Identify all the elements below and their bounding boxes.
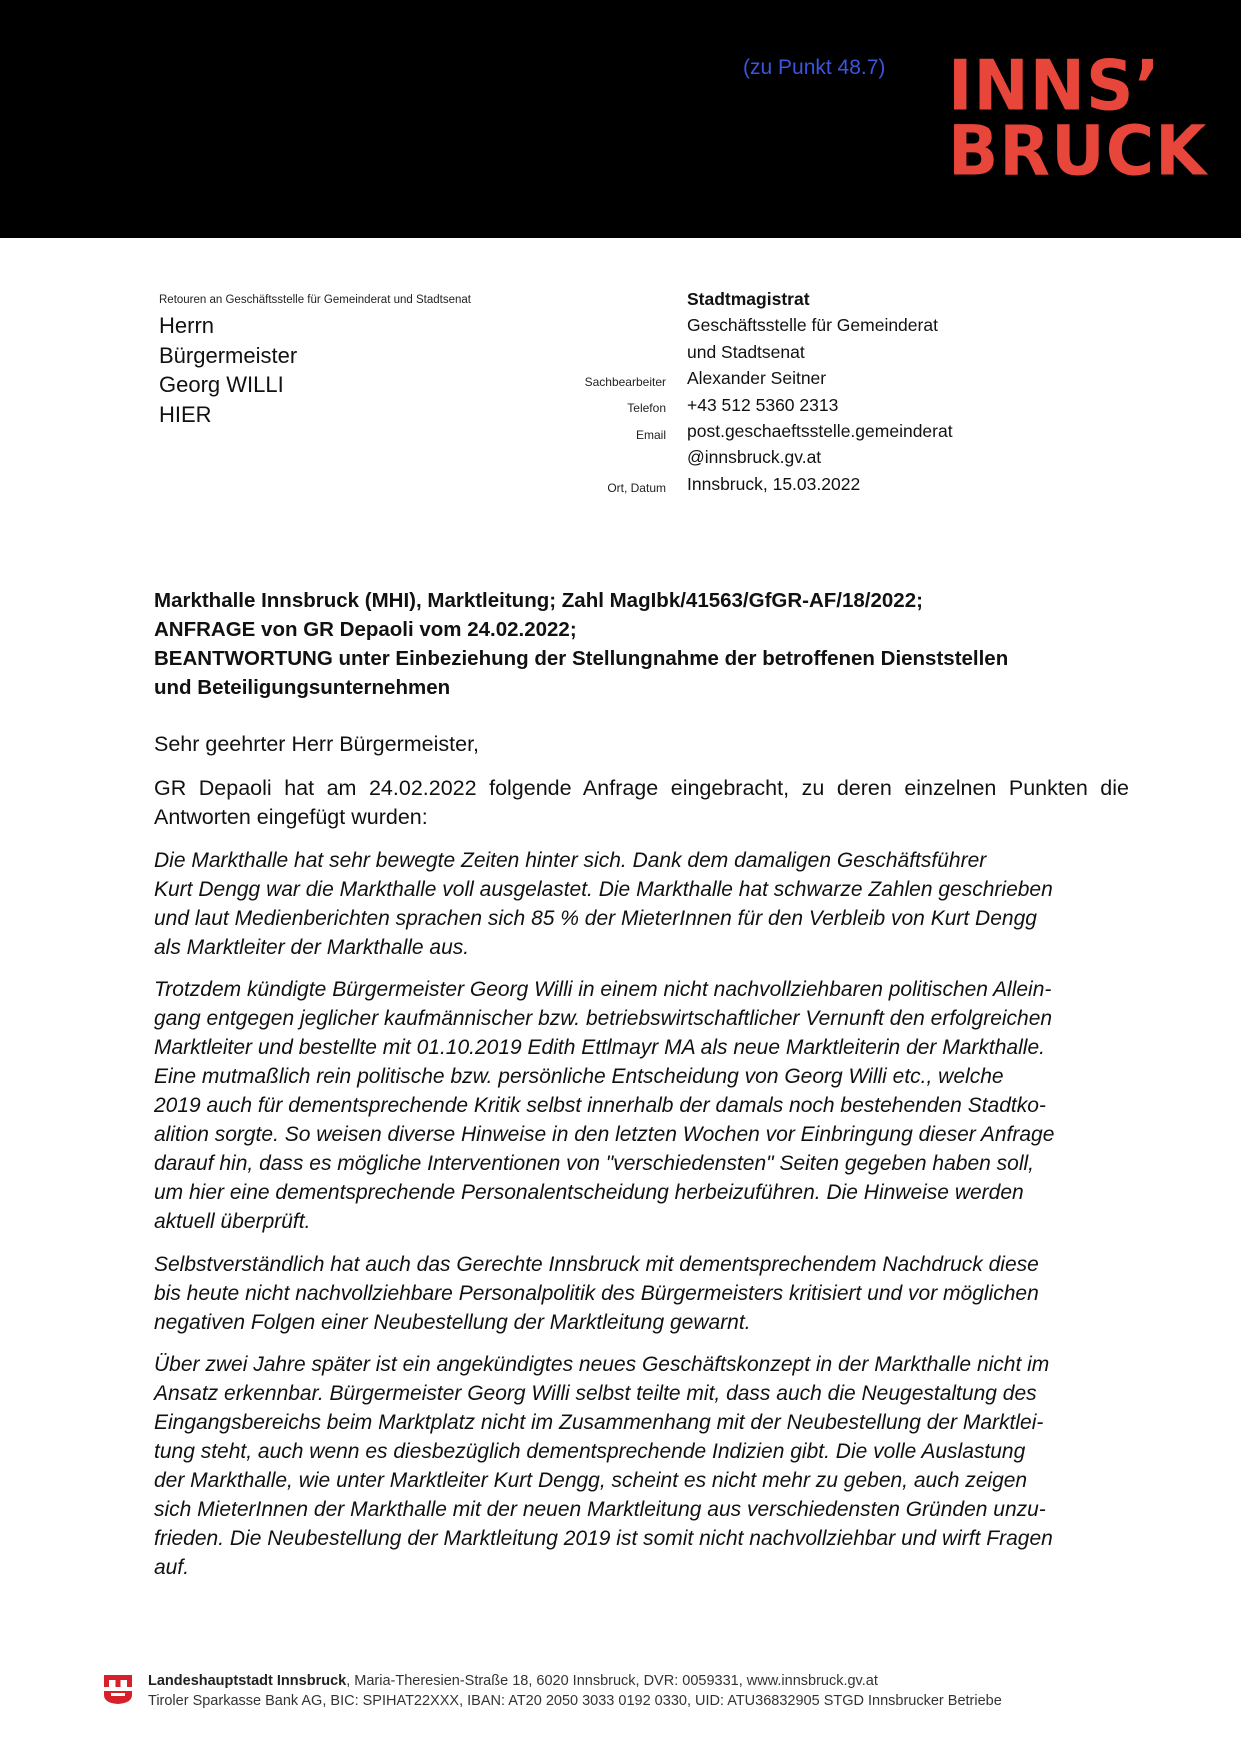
subject-line: und Beteiligungsunternehmen <box>154 676 451 699</box>
label-telefon: Telefon <box>627 401 666 415</box>
sender-email: @innsbruck.gv.at <box>687 447 822 468</box>
subject-line: ANFRAGE von GR Depaoli vom 24.02.2022; <box>154 618 577 641</box>
quote-line: als Marktleiter der Markthalle aus. <box>154 936 470 959</box>
quote-line: negativen Folgen einer Neubestellung der Marktleitung gewarnt. <box>154 1311 751 1334</box>
intro-paragraph: GR Depaoli hat am 24.02.2022 folgende Anfrage eingebracht, zu deren einzelnen Punkten die Antworten eingefügt wurden: <box>154 776 1129 829</box>
quote-line: um hier eine dementsprechende Personalentscheidung herbeizuführen. Die Hinweise werden <box>154 1181 1024 1204</box>
quote-line: Über zwei Jahre später ist ein angekündigtes neues Geschäftskonzept in der Markthalle nicht im <box>154 1353 1050 1376</box>
quote-line: sich MieterInnen der Markthalle mit der neuen Marktleitung aus verschiedensten Gründen unzu- <box>154 1498 1046 1521</box>
quote-line: gang entgegen jeglicher kaufmännischer bzw. betriebswirtschaftlicher Vernunft den erfolgreichen <box>154 1007 1053 1030</box>
sender-place-date: Innsbruck, 15.03.2022 <box>687 473 861 494</box>
sender-dept: Geschäftsstelle für Gemeinderat <box>687 315 938 336</box>
footer-org: Landeshauptstadt Innsbruck <box>148 1673 347 1689</box>
quote-paragraph-2 <box>154 975 1139 1236</box>
city-crest-icon <box>102 1673 134 1705</box>
quote-line: 2019 auch für dementsprechende Kritik selbst innerhalb der damals noch bestehenden Stadtko- <box>154 1094 1046 1117</box>
sender-phone: +43 512 5360 2313 <box>687 394 839 415</box>
quote-line: alition sorgte. So weisen diverse Hinweise in den letzten Wochen vor Einbringung dieser Anfrage <box>154 1123 1055 1146</box>
quote-line: der Markthalle, wie unter Marktleiter Kurt Dengg, scheint es nicht mehr zu geben, auch zeigen <box>154 1469 1028 1492</box>
footer-text <box>148 1671 1002 1711</box>
logo-line-1: INNS’ <box>948 45 1161 127</box>
recipient-line: HIER <box>159 401 212 427</box>
quote-paragraph-1 <box>154 846 1139 962</box>
recipient-line: Herrn <box>159 313 215 338</box>
quote-paragraph-4 <box>154 1350 1139 1582</box>
logo-line-2: BRUCK <box>948 110 1208 192</box>
quote-line: und laut Medienberichten sprachen sich 85 % der MieterInnen für den Verbleib von Kurt Dengg <box>154 907 1037 930</box>
quote-line: Kurt Dengg war die Markthalle voll ausgelastet. Die Markthalle hat schwarze Zahlen geschrieben <box>154 878 1053 901</box>
salutation: Sehr geehrter Herr Bürgermeister, <box>154 732 480 756</box>
quote-line: aktuell überprüft. <box>154 1210 311 1233</box>
footer-line-1 <box>148 1671 1002 1691</box>
label-ort-datum: Ort, Datum <box>607 481 666 495</box>
footer-address: , Maria-Theresien-Straße 18, 6020 Innsbruck, DVR: 0059331, www.innsbruck.gv.at <box>346 1673 878 1689</box>
quote-line: frieden. Die Neubestellung der Marktleitung 2019 ist somit nicht nachvollziehbar und wirft Fragen <box>154 1527 1053 1550</box>
quote-line: Die Markthalle hat sehr bewegte Zeiten hinter sich. Dank dem damaligen Geschäftsführer <box>154 849 987 872</box>
quote-line: auf. <box>154 1556 190 1579</box>
quote-line: bis heute nicht nachvollziehbare Personalpolitik des Bürgermeisters kritisiert und vor möglichen <box>154 1282 1039 1305</box>
return-address-line: Retouren an Geschäftsstelle für Gemeinderat und Stadtsenat <box>159 294 471 306</box>
innsbruck-logo <box>948 45 1208 192</box>
label-email: Email <box>635 428 666 442</box>
quote-line: Selbstverständlich hat auch das Gerechte Innsbruck mit dementsprechendem Nachdruck diese <box>154 1253 1039 1276</box>
header-band <box>0 0 1241 238</box>
subject-line: Markthalle Innsbruck (MHI), Marktleitung; Zahl MagIbk/41563/GfGR-AF/18/2022; <box>154 589 923 612</box>
sender-name: Alexander Seitner <box>687 368 827 389</box>
agenda-point-note: (zu Punkt 48.7) <box>743 56 886 79</box>
recipient-line: Georg WILLI <box>159 372 284 397</box>
quote-line: tung steht, auch wenn es diesbezüglich dementsprechende Indizien gibt. Die volle Auslastung <box>154 1440 1026 1463</box>
sender-block <box>687 286 953 497</box>
footer-bank: Tiroler Sparkasse Bank AG, BIC: SPIHAT22XXX, IBAN: AT20 2050 3033 0192 0330, UID: ATU36832905 STGD Innsbrucker Betriebe <box>148 1693 1002 1709</box>
quote-line: darauf hin, dass es mögliche Interventionen von "verschiedensten" Seiten gegeben haben soll, <box>154 1152 1034 1175</box>
subject-line: BEANTWORTUNG unter Einbeziehung der Stellungnahme der betroffenen Dienststellen <box>154 647 1009 670</box>
quote-line: Marktleiter und bestellte mit 01.10.2019 Edith Ettlmayr MA als neue Marktleiterin der Markthalle. <box>154 1036 1045 1059</box>
sender-org: Stadtmagistrat <box>687 289 810 309</box>
quote-paragraph-3 <box>154 1250 1139 1337</box>
recipient-block <box>159 311 297 429</box>
subject-block <box>154 586 1114 702</box>
quote-line: Ansatz erkennbar. Bürgermeister Georg Willi selbst teilte mit, dass auch die Neugestaltung des <box>154 1382 1037 1405</box>
label-sachbearbeiter: Sachbearbeiter <box>584 375 666 389</box>
quote-line: Eine mutmaßlich rein politische bzw. persönliche Entscheidung von Georg Willi etc., welche <box>154 1065 1004 1088</box>
sender-email: post.geschaeftsstelle.gemeinderat <box>687 421 953 442</box>
quote-line: Trotzdem kündigte Bürgermeister Georg Willi in einem nicht nachvollziehbaren politischen Allein- <box>154 978 1052 1001</box>
sender-dept: und Stadtsenat <box>687 341 805 362</box>
quote-line: Eingangsbereichs beim Marktplatz nicht im Zusammenhang mit der Neubestellung der Marktlei- <box>154 1411 1044 1434</box>
recipient-line: Bürgermeister <box>159 342 298 368</box>
